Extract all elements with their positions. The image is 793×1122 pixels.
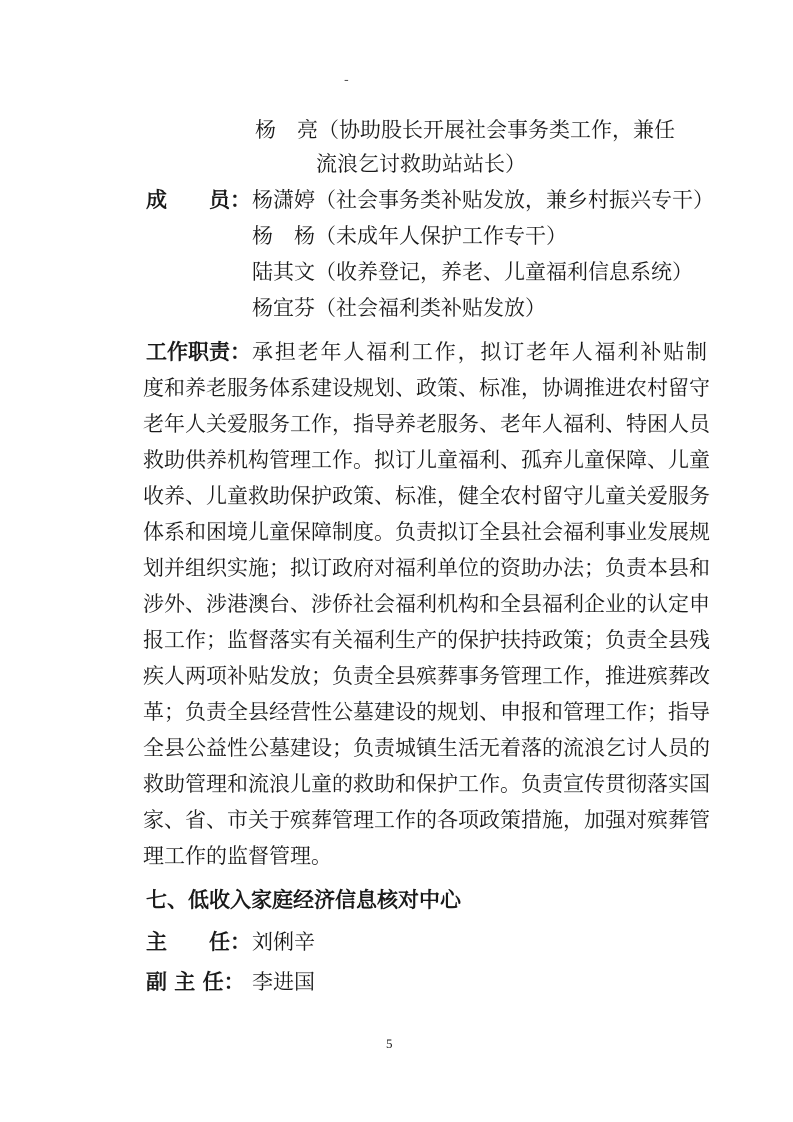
duties-line: 度和养老服务体系建设规划、政策、标准，协调推进农村留守 <box>143 376 710 400</box>
duties-line: 家、省、市关于殡葬管理工作的各项政策措施，加强对殡葬管 <box>143 808 710 832</box>
duties-line: 承担老年人福利工作，拟订老年人福利补贴制 <box>252 340 707 364</box>
duties-label: 工作职责： <box>146 340 251 364</box>
deputy-name: 李进国 <box>252 970 315 994</box>
director-label: 主 任： <box>146 930 251 954</box>
duties-line: 涉外、涉港澳台、涉侨社会福利机构和全县福利企业的认定申 <box>143 592 710 616</box>
top-mark: - <box>344 72 349 88</box>
members-label: 成 员： <box>146 188 251 212</box>
duties-line: 老年人关爱服务工作，指导养老服务、老年人福利、特困人员 <box>143 412 710 436</box>
duties-line: 报工作；监督落实有关福利生产的保护扶持政策；负责全县残 <box>143 628 710 652</box>
duties-line: 革；负责全县经营性公墓建设的规划、申报和管理工作；指导 <box>143 700 710 724</box>
page-number: 5 <box>386 1036 393 1051</box>
duties-line: 救助供养机构管理工作。拟订儿童福利、孤弃儿童保障、儿童 <box>143 448 710 472</box>
member-2: 杨 杨（未成年人保护工作专干） <box>252 224 567 248</box>
duties-line: 划并组织实施；拟订政府对福利单位的资助办法；负责本县和 <box>143 556 710 580</box>
duties-line: 救助管理和流浪儿童的救助和保护工作。负责宣传贯彻落实国 <box>143 772 710 796</box>
staff-line-1: 杨 亮（协助股长开展社会事务类工作，兼任 <box>255 118 675 142</box>
member-1: 杨潇婷（社会事务类补贴发放，兼乡村振兴专干） <box>252 188 714 212</box>
duties-line: 体系和困境儿童保障制度。负责拟订全县社会福利事业发展规 <box>143 520 710 544</box>
duties-line: 收养、儿童救助保护政策、标准，健全农村留守儿童关爱服务 <box>143 484 710 508</box>
deputy-label: 副 主 任： <box>146 970 245 994</box>
staff-line-2: 流浪乞讨救助站站长） <box>316 152 526 176</box>
duties-line: 理工作的监督管理。 <box>143 844 332 868</box>
duties-line: 疾人两项补贴发放；负责全县殡葬事务管理工作，推进殡葬改 <box>143 664 710 688</box>
director-name: 刘俐辛 <box>252 930 315 954</box>
member-3: 陆其文（收养登记，养老、儿童福利信息系统） <box>252 260 693 284</box>
member-4: 杨宜芬（社会福利类补贴发放） <box>252 296 546 320</box>
section-heading: 七、低收入家庭经济信息核对中心 <box>146 888 461 912</box>
duties-line: 全县公益性公墓建设；负责城镇生活无着落的流浪乞讨人员的 <box>143 736 710 760</box>
